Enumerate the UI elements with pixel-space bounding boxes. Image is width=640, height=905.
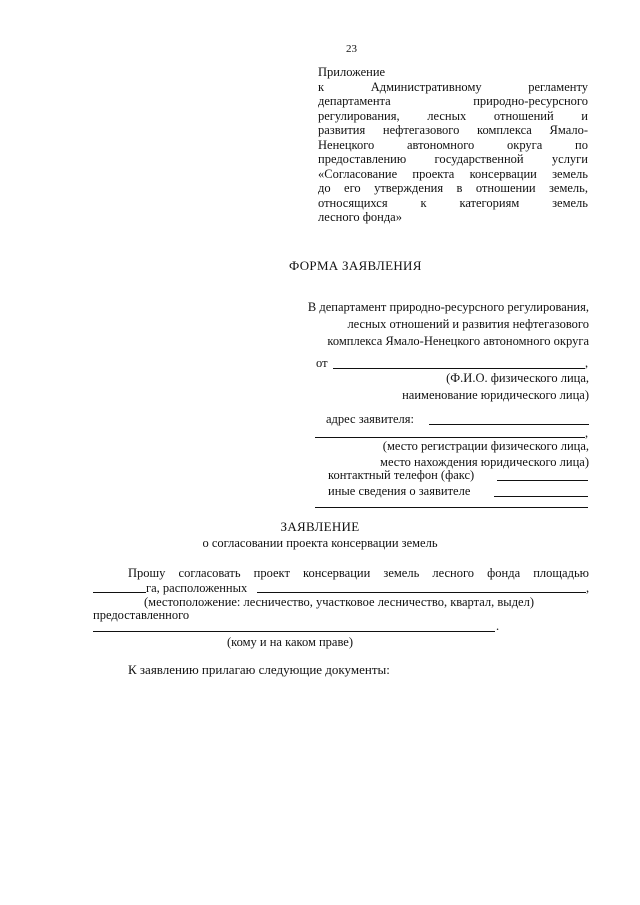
area-input-line[interactable] <box>93 592 146 593</box>
attachments-label: К заявлению прилагаю следующие документы: <box>128 662 390 677</box>
location-hint: (местоположение: лесничество, участковое лесничество, квартал, выдел) <box>144 595 535 609</box>
appendix-line: «Согласование проекта консервации земель <box>318 166 588 181</box>
appendix-line: относящихся к категориям земель <box>318 195 588 210</box>
addressee-line: лесных отношений и развития нефтегазового <box>347 317 589 331</box>
addressee-line: В департамент природно-ресурсного регулирования, <box>307 300 589 314</box>
other-info-input-line-2[interactable] <box>315 507 588 508</box>
appendix-line: Ненецкого автономного округа по <box>318 137 588 152</box>
statement-subtitle: о согласовании проекта консервации земель <box>202 536 438 550</box>
addressee-block <box>200 299 589 350</box>
appendix-line: лесного фонда» <box>318 210 402 224</box>
comma: , <box>585 426 589 440</box>
provided-input-line[interactable] <box>93 631 495 632</box>
appendix-line: предоставлению государственной услуги <box>318 152 588 166</box>
other-info-input-line[interactable] <box>494 496 588 497</box>
appendix-line: Приложение <box>318 65 386 79</box>
provided-hint: (кому и на каком праве) <box>227 635 354 649</box>
appendix-line: департамента природно-ресурсного <box>318 94 588 108</box>
form-title: ФОРМА ЗАЯВЛЕНИЯ <box>289 258 422 273</box>
phone-input-line[interactable] <box>497 480 588 481</box>
statement-title: ЗАЯВЛЕНИЕ <box>280 519 360 534</box>
page-number: 23 <box>346 43 357 55</box>
addressee-line: комплекса Ямало-Ненецкого автономного округа <box>327 334 589 348</box>
address-input-line[interactable] <box>429 424 589 425</box>
phone-label: контактный телефон (факс) <box>328 468 475 482</box>
request-line: Прошу согласовать проект консервации земель лесного фонда площадью <box>128 566 589 580</box>
appendix-line: к Административному регламенту <box>318 79 588 94</box>
address-hint-2: место нахождения юридического лица) <box>380 455 589 469</box>
hectares-text: га, расположенных <box>146 581 248 595</box>
location-input-line[interactable] <box>257 592 586 593</box>
comma: , <box>586 581 590 595</box>
appendix-line: развития нефтегазового комплекса Ямало- <box>318 123 588 137</box>
from-hint-2: наименование юридического лица) <box>402 388 589 402</box>
appendix-line: регулирования, лесных отношений и <box>318 108 588 123</box>
appendix-line: до его утверждения в отношении земель, <box>318 181 588 195</box>
from-label: от <box>316 356 328 370</box>
from-hint-1: (Ф.И.О. физического лица, <box>446 371 589 385</box>
from-input-line[interactable] <box>333 368 585 369</box>
appendix-block <box>318 65 588 225</box>
comma: , <box>585 356 589 370</box>
address-hint-1: (место регистрации физического лица, <box>382 439 589 453</box>
provided-label: предоставленного <box>93 608 190 622</box>
other-info-label: иные сведения о заявителе <box>328 484 471 498</box>
address-label: адрес заявителя: <box>326 412 414 426</box>
period: . <box>496 619 500 633</box>
